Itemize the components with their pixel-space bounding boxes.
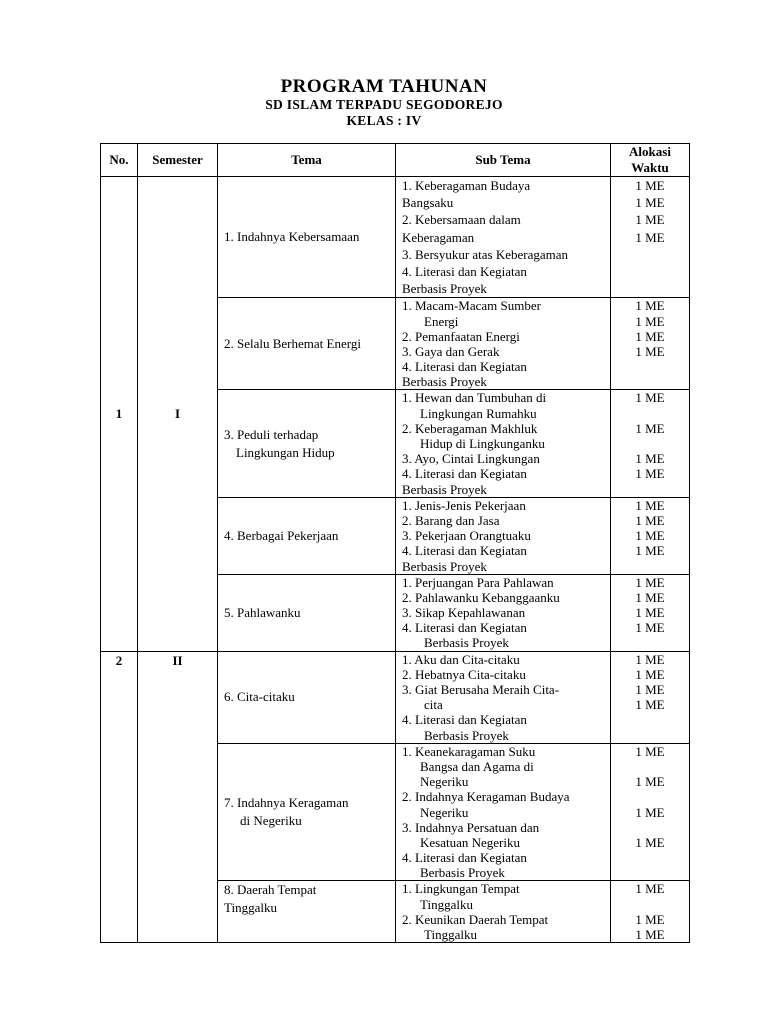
tema-line: 1. Indahnya Kebersamaan	[224, 229, 360, 245]
cell-sub-tema	[396, 298, 611, 390]
sub-tema-line: 1. Aku dan Cita-citaku	[402, 651, 520, 667]
col-header-alokasi	[611, 144, 690, 177]
sub-tema-line: 1. Perjuangan Para Pahlawan	[402, 574, 554, 590]
alokasi-value: 1 ME	[635, 298, 665, 314]
alokasi-value: 1 ME	[635, 451, 665, 467]
alokasi-value: 1 ME	[635, 343, 665, 359]
tema-line: 5. Pahlawanku	[224, 604, 301, 620]
sub-tema-line: 3. Ayo, Cintai Lingkungan	[402, 451, 540, 467]
sub-tema-line: Hidup di Lingkunganku	[420, 436, 545, 451]
tema-line: 4. Berbagai Pekerjaan	[224, 527, 339, 543]
page-title: PROGRAM TAHUNAN	[280, 76, 488, 97]
sub-tema-line: 2. Pahlawanku Kebanggaanku	[402, 589, 560, 605]
cell-alokasi	[611, 298, 690, 390]
alokasi-value	[611, 635, 689, 650]
sub-tema-line: 4. Literasi dan Kegiatan	[402, 263, 527, 279]
alokasi-value: 1 ME	[635, 497, 665, 513]
sub-tema-line: 4. Literasi dan Kegiatan	[402, 712, 527, 728]
cell-semester: II	[138, 651, 218, 943]
sub-tema-line: Berbasis Proyek	[420, 865, 505, 881]
alokasi-value	[611, 559, 689, 574]
sub-tema-line: 2. Keberagaman Makhluk	[402, 420, 538, 436]
sub-tema-line: 3. Gaya dan Gerak	[402, 343, 500, 359]
alokasi-value: 1 ME	[635, 229, 665, 245]
alokasi-value	[611, 436, 689, 451]
sub-tema-line: Lingkungan Rumahku	[420, 405, 537, 421]
alokasi-value: 1 ME	[635, 804, 665, 820]
sub-tema-line: 3. Giat Berusaha Meraih Cita-	[402, 682, 560, 697]
cell-sub-tema	[396, 743, 611, 881]
alokasi-value	[611, 263, 689, 280]
sub-tema-line: Keberagaman	[402, 229, 475, 245]
alokasi-line-1: Alokasi	[629, 144, 671, 159]
cell-alokasi	[611, 743, 690, 881]
cell-tema	[218, 881, 396, 943]
sub-tema-line: 2. Pemanfaatan Energi	[402, 328, 520, 344]
cell-tema	[218, 497, 396, 574]
cell-no: 1	[101, 177, 138, 652]
sub-tema-line: 4. Literasi dan Kegiatan	[402, 620, 527, 636]
alokasi-value: 1 ME	[635, 911, 665, 927]
cell-tema	[218, 651, 396, 743]
alokasi-value: 1 ME	[635, 178, 665, 193]
cell-alokasi	[611, 651, 690, 743]
alokasi-line-2: Waktu	[631, 160, 669, 175]
table-header-row	[101, 144, 690, 177]
sub-tema-line: 4. Literasi dan Kegiatan	[402, 466, 527, 482]
cell-alokasi	[611, 390, 690, 497]
sub-tema-line: 3. Indahnya Persatuan dan	[402, 819, 540, 835]
alokasi-value	[611, 820, 689, 835]
alokasi-value	[611, 406, 689, 421]
col-header-no: No.	[101, 144, 138, 177]
alokasi-value	[611, 712, 689, 727]
alokasi-value	[611, 728, 689, 743]
sub-tema-line: 1. Lingkungan Tempat	[402, 881, 520, 897]
sub-tema-line: 2. Barang dan Jasa	[402, 512, 500, 528]
sub-tema-line: 4. Literasi dan Kegiatan	[402, 359, 527, 375]
alokasi-value	[611, 897, 689, 912]
table-body	[101, 177, 690, 943]
alokasi-value: 1 ME	[635, 834, 665, 850]
alokasi-value: 1 ME	[635, 528, 665, 544]
tema-line: 2. Selalu Berhemat Energi	[224, 335, 361, 351]
alokasi-value: 1 ME	[635, 328, 665, 344]
alokasi-value	[611, 789, 689, 804]
col-header-semester: Semester	[138, 144, 218, 177]
col-header-sub-tema: Sub Tema	[396, 144, 611, 177]
alokasi-value: 1 ME	[635, 390, 665, 406]
class-label: KELAS : IV	[346, 113, 422, 128]
sub-tema-line: Kesatuan Negeriku	[420, 834, 520, 850]
tema-line: 7. Indahnya Keragaman	[224, 795, 349, 811]
alokasi-value	[611, 759, 689, 774]
cell-alokasi	[611, 881, 690, 943]
alokasi-value: 1 ME	[635, 774, 665, 790]
sub-tema-line: Negeriku	[420, 774, 469, 790]
tema-line: Tinggalku	[224, 900, 277, 916]
alokasi-value	[611, 374, 689, 389]
alokasi-value: 1 ME	[635, 927, 665, 942]
sub-tema-line: Berbasis Proyek	[402, 374, 487, 390]
sub-tema-line: 2. Keunikan Daerah Tempat	[402, 911, 549, 927]
alokasi-value: 1 ME	[635, 212, 665, 228]
sub-tema-line: Negeriku	[420, 804, 469, 820]
alokasi-value	[611, 246, 689, 263]
sub-tema-line: Energi	[424, 313, 459, 329]
program-table	[100, 143, 690, 943]
cell-sub-tema	[396, 177, 611, 298]
cell-tema	[218, 177, 396, 298]
cell-tema	[218, 743, 396, 881]
school-name: SD ISLAM TERPADU SEGODOREJO	[265, 97, 503, 112]
sub-tema-line: 4. Literasi dan Kegiatan	[402, 850, 527, 866]
sub-tema-line: Tinggalku	[424, 927, 477, 942]
tema-line: di Negeriku	[240, 813, 302, 829]
cell-sub-tema	[396, 574, 611, 651]
sub-tema-line: 3. Bersyukur atas Keberagaman	[402, 246, 569, 262]
table-row	[101, 651, 690, 743]
cell-sub-tema	[396, 881, 611, 943]
sub-tema-line: 1. Macam-Macam Sumber	[402, 298, 541, 314]
cell-sub-tema	[396, 497, 611, 574]
cell-tema	[218, 298, 396, 390]
alokasi-value: 1 ME	[635, 466, 665, 482]
alokasi-value: 1 ME	[635, 574, 665, 590]
sub-tema-line: Bangsa dan Agama di	[420, 758, 534, 774]
sub-tema-line: Berbasis Proyek	[402, 281, 487, 297]
sub-tema-line: Tinggalku	[420, 896, 473, 912]
alokasi-value: 1 ME	[635, 512, 665, 528]
tema-line: 3. Peduli terhadap	[224, 426, 319, 442]
sub-tema-line: 2. Hebatnya Cita-citaku	[402, 666, 526, 682]
tema-line: 8. Daerah Tempat	[224, 882, 317, 898]
sub-tema-line: 1. Jenis-Jenis Pekerjaan	[402, 497, 526, 513]
alokasi-value	[611, 865, 689, 880]
alokasi-value: 1 ME	[635, 313, 665, 329]
cell-sub-tema	[396, 390, 611, 497]
cell-semester: I	[138, 177, 218, 652]
alokasi-value: 1 ME	[635, 682, 665, 697]
cell-alokasi	[611, 497, 690, 574]
sub-tema-line: 3. Pekerjaan Orangtuaku	[402, 528, 531, 544]
sub-tema-line: 2. Indahnya Keragaman Budaya	[402, 789, 570, 805]
alokasi-value: 1 ME	[635, 195, 665, 211]
cell-no: 2	[101, 651, 138, 943]
alokasi-value	[611, 850, 689, 865]
sub-tema-line: Berbasis Proyek	[424, 635, 509, 651]
cell-sub-tema	[396, 651, 611, 743]
alokasi-value	[611, 482, 689, 497]
sub-tema-line: Bangsaku	[402, 195, 454, 211]
sub-tema-line: 3. Sikap Kepahlawanan	[402, 605, 526, 621]
sub-tema-line: 4. Literasi dan Kegiatan	[402, 543, 527, 559]
alokasi-value: 1 ME	[635, 589, 665, 605]
sub-tema-line: Berbasis Proyek	[402, 481, 487, 497]
sub-tema-line: 1. Keanekaragaman Suku	[402, 743, 536, 759]
cell-alokasi	[611, 574, 690, 651]
sub-tema-line: Berbasis Proyek	[424, 727, 509, 743]
alokasi-value: 1 ME	[635, 605, 665, 621]
alokasi-value: 1 ME	[635, 651, 665, 667]
alokasi-value: 1 ME	[635, 543, 665, 559]
sub-tema-line: cita	[424, 697, 443, 713]
col-header-tema: Tema	[218, 144, 396, 177]
alokasi-value	[611, 280, 689, 297]
sub-tema-line: Berbasis Proyek	[402, 558, 487, 574]
alokasi-value: 1 ME	[635, 666, 665, 682]
tema-line: Lingkungan Hidup	[236, 444, 335, 460]
alokasi-value: 1 ME	[635, 420, 665, 436]
sub-tema-line: 1. Hewan dan Tumbuhan di	[402, 390, 547, 406]
tema-line: 6. Cita-citaku	[224, 689, 295, 705]
cell-alokasi	[611, 177, 690, 298]
cell-tema	[218, 390, 396, 497]
alokasi-value	[611, 359, 689, 374]
alokasi-value: 1 ME	[635, 881, 665, 897]
cell-tema	[218, 574, 396, 651]
alokasi-value: 1 ME	[635, 743, 665, 759]
table-row	[101, 177, 690, 298]
sub-tema-line: 2. Kebersamaan dalam	[402, 212, 521, 228]
sub-tema-line: 1. Keberagaman Budaya	[402, 178, 531, 193]
alokasi-value: 1 ME	[635, 697, 665, 713]
alokasi-value: 1 ME	[635, 620, 665, 636]
